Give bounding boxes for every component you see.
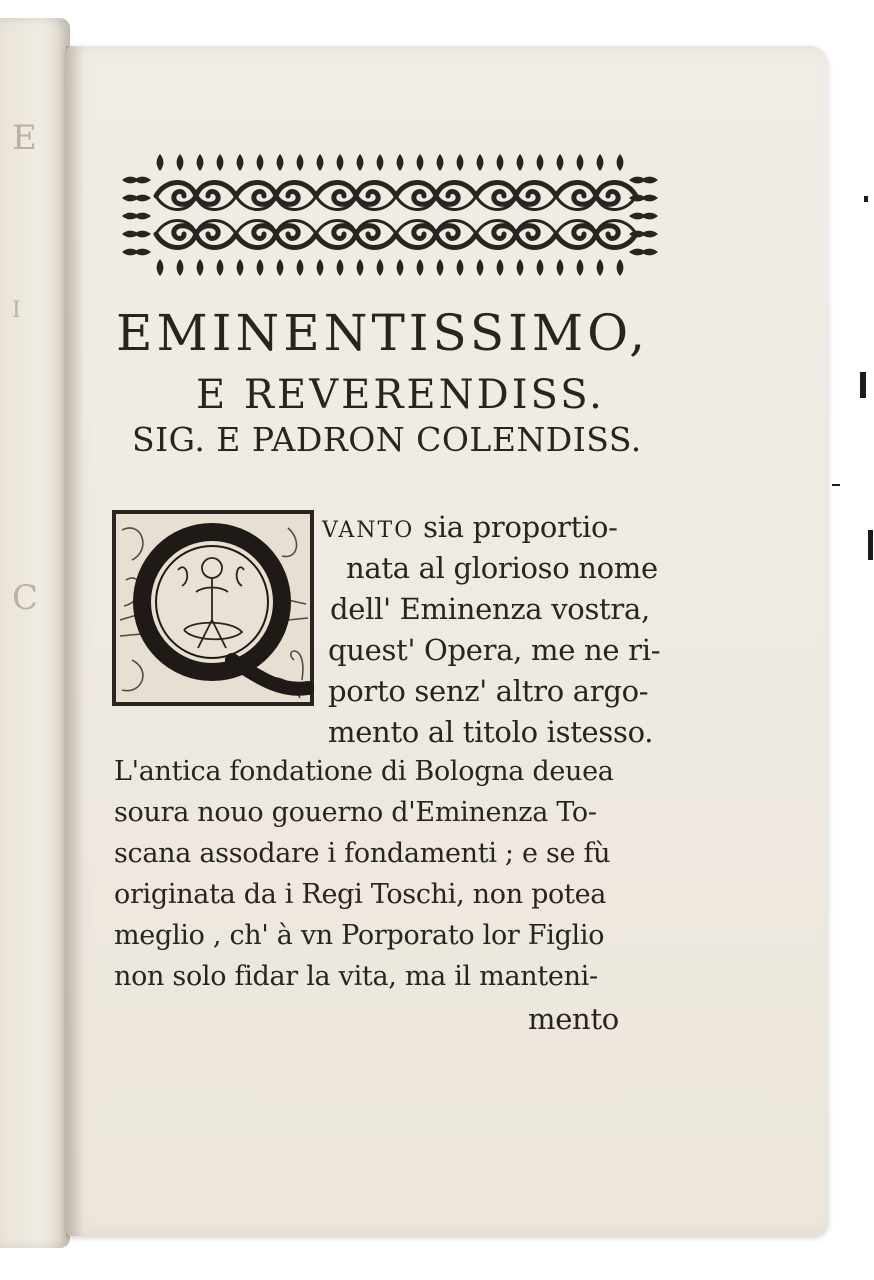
ornament-scroll xyxy=(476,221,556,248)
ornament-fleuron xyxy=(641,177,658,184)
ornament-fleuron xyxy=(357,154,364,171)
ornament-fleuron xyxy=(157,154,164,171)
ornament-fleuron xyxy=(397,259,404,276)
ornament-fleuron xyxy=(497,259,504,276)
ornament-fleuron xyxy=(417,154,424,171)
ornament-fleuron xyxy=(277,154,284,171)
catchword: mento xyxy=(528,1002,619,1036)
ornament-fleuron xyxy=(377,154,384,171)
ornament-fleuron xyxy=(257,154,264,171)
ornament-fleuron xyxy=(417,259,424,276)
ornament-fleuron xyxy=(617,259,624,276)
ornament-fleuron xyxy=(157,259,164,276)
page-gutter-shadow xyxy=(66,46,84,1236)
historiated-initial-q xyxy=(112,510,314,706)
ornament-fleuron xyxy=(134,231,151,238)
ornament-fleuron xyxy=(537,154,544,171)
ornament-scroll xyxy=(476,183,556,210)
ornament-scroll xyxy=(236,221,316,248)
ornament-fleuron xyxy=(641,213,658,220)
ornament-fleuron xyxy=(257,259,264,276)
ornament-scroll xyxy=(396,221,476,248)
heading-eminentissimo: EMINENTISSIMO, xyxy=(116,304,650,362)
ornament-fleuron xyxy=(641,195,658,202)
ornament-fleuron xyxy=(134,195,151,202)
ornament-scroll xyxy=(396,183,476,210)
body-line-1 xyxy=(322,510,618,544)
ornament-fleuron xyxy=(437,259,444,276)
ornament-fleuron xyxy=(437,154,444,171)
body-line-2: nata al glorioso nome xyxy=(346,551,658,585)
ornament-fleuron xyxy=(477,259,484,276)
ornament-fleuron xyxy=(641,249,658,256)
ornament-fleuron xyxy=(641,231,658,238)
ornament-scroll xyxy=(236,183,316,210)
ornament-fleuron xyxy=(337,259,344,276)
ornament-scroll xyxy=(156,221,236,248)
ornament-fleuron xyxy=(217,259,224,276)
bleed-through-mark: I xyxy=(12,298,21,323)
body-line-11: meglio , ch' à vn Porporato lor Figlio xyxy=(114,920,605,951)
ornament-fleuron xyxy=(377,259,384,276)
stray-mark xyxy=(868,530,873,560)
ornament-fleuron xyxy=(197,154,204,171)
ornament-fleuron xyxy=(134,177,151,184)
ornament-fleuron xyxy=(177,154,184,171)
body-line-10: originata da i Regi Toschi, non potea xyxy=(114,879,607,910)
body-line-7: L'antica fondatione di Bologna deuea xyxy=(114,756,614,787)
ornament-fleuron xyxy=(617,154,624,171)
stray-mark xyxy=(832,484,840,486)
body-smallcaps-vanto: VANTO xyxy=(322,518,415,543)
ornament-fleuron xyxy=(134,213,151,220)
ornament-fleuron xyxy=(397,154,404,171)
heading-reverendiss: E REVERENDISS. xyxy=(196,372,605,418)
ornament-fleuron xyxy=(597,154,604,171)
body-line-4: quest' Opera, me ne ri- xyxy=(328,633,661,667)
body-line-3: dell' Eminenza vostra, xyxy=(330,592,650,626)
ornament-fleuron xyxy=(457,259,464,276)
ornament-fleuron xyxy=(237,259,244,276)
heading-padron-colendiss: SIG. E PADRON COLENDISS. xyxy=(132,420,642,459)
ornament-scroll xyxy=(316,183,396,210)
body-line-5: porto senz' altro argo- xyxy=(328,674,649,708)
ornament-fleuron xyxy=(134,249,151,256)
ornament-scroll xyxy=(156,183,236,210)
ornament-fleuron xyxy=(337,154,344,171)
bleed-through-mark: E xyxy=(12,118,37,158)
ornament-fleuron xyxy=(517,154,524,171)
ornament-fleuron xyxy=(317,154,324,171)
ornament-fleuron xyxy=(297,259,304,276)
ornament-fleuron xyxy=(577,154,584,171)
ornament-scroll xyxy=(556,183,636,210)
body-line-1-rest: sia proportio- xyxy=(423,510,618,544)
ornament-fleuron xyxy=(537,259,544,276)
ornament-fleuron xyxy=(297,154,304,171)
stray-mark xyxy=(864,196,868,202)
body-line-6: mento al titolo istesso. xyxy=(328,715,654,749)
stray-mark xyxy=(860,372,866,398)
body-line-9: scana assodare i fondamenti ; e se fù xyxy=(114,838,611,869)
ornament-fleuron xyxy=(197,259,204,276)
ornament-scroll xyxy=(316,221,396,248)
ornament-scroll xyxy=(556,221,636,248)
ornament-fleuron xyxy=(357,259,364,276)
bleed-through-mark: C xyxy=(12,578,39,618)
ornament-fleuron xyxy=(597,259,604,276)
ornament-fleuron xyxy=(557,154,564,171)
ornament-fleuron xyxy=(237,154,244,171)
previous-page-edge xyxy=(0,18,70,1248)
ornament-fleuron xyxy=(497,154,504,171)
ornament-fleuron xyxy=(457,154,464,171)
ornament-fleuron xyxy=(317,259,324,276)
body-line-12: non solo fidar la vita, ma il manteni- xyxy=(114,961,598,992)
ornament-fleuron xyxy=(517,259,524,276)
ornament-fleuron xyxy=(177,259,184,276)
ornament-fleuron xyxy=(577,259,584,276)
ornamental-headpiece xyxy=(120,150,660,280)
ornament-fleuron xyxy=(477,154,484,171)
body-line-8: soura nouo gouerno d'Eminenza To- xyxy=(114,797,597,828)
ornament-fleuron xyxy=(557,259,564,276)
ornament-fleuron xyxy=(217,154,224,171)
ornament-fleuron xyxy=(277,259,284,276)
